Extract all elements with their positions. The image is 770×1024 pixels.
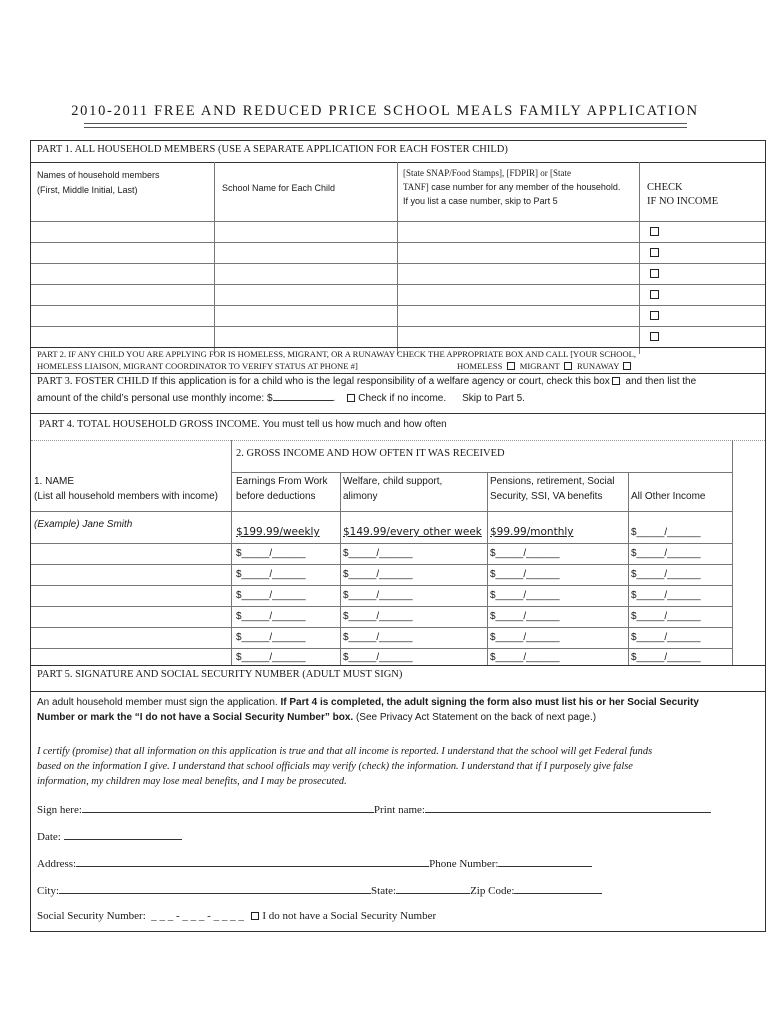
col-case-l2a: TANF] xyxy=(403,182,429,192)
ssn-line xyxy=(37,909,436,923)
state-field[interactable] xyxy=(396,882,470,894)
part5-para-line2 xyxy=(37,710,596,725)
income-cell[interactable]: $_____/______ xyxy=(631,652,701,663)
divider xyxy=(31,564,732,565)
divider xyxy=(31,691,765,692)
divider xyxy=(31,627,732,628)
part2-line1: PART 2. IF ANY CHILD YOU ARE APPLYING FOR IS HOMELESS, MIGRANT, OR A RUNAWAY CHECK THE APPROPRIATE BOX AND CALL [YOUR SCHOOL, xyxy=(37,349,637,359)
signature-field[interactable] xyxy=(82,801,374,813)
income-cell[interactable]: $_____/______ xyxy=(490,569,560,580)
date-line xyxy=(37,828,182,844)
state-label: State: xyxy=(371,885,397,897)
no-income-checkbox[interactable] xyxy=(650,311,659,320)
col-names-l2: (First, Middle Initial, Last) xyxy=(37,185,138,195)
example-earn: $199.99/weekly xyxy=(236,526,320,538)
no-income-checkbox[interactable] xyxy=(650,248,659,257)
part3-text1: If this application is for a child who is the legal responsibility of a welfare agency or court, check this box xyxy=(148,376,610,387)
divider xyxy=(31,347,765,348)
phone-label: Phone Number: xyxy=(429,858,499,870)
income-cell[interactable]: $_____/______ xyxy=(631,632,701,643)
part5-p1c: Number or mark the “I do not have a Social Security Number” box. xyxy=(37,712,354,723)
example-name: (Example) Jane Smith xyxy=(34,519,133,530)
no-ssn-label: I do not have a Social Security Number xyxy=(262,910,437,922)
part4-label: PART 4. TOTAL HOUSEHOLD GROSS INCOME. xyxy=(39,419,260,430)
divider xyxy=(231,440,232,666)
col-case-l2 xyxy=(403,182,620,193)
no-income-checkbox[interactable] xyxy=(650,332,659,341)
divider xyxy=(628,472,629,666)
col-case-l3: If you list a case number, skip to Part 5 xyxy=(403,196,558,206)
col-school: School Name for Each Child xyxy=(222,183,336,193)
income-cell[interactable]: $_____/______ xyxy=(343,632,413,643)
ssn-label: Social Security Number: xyxy=(37,910,146,922)
part1-heading: PART 1. ALL HOUSEHOLD MEMBERS (USE A SEPARATE APPLICATION FOR EACH FOSTER CHILD) xyxy=(37,144,508,155)
address-line xyxy=(37,855,592,871)
example-pension: $99.99/monthly xyxy=(490,526,574,538)
zip-label: Zip Code: xyxy=(470,885,515,897)
income-cell[interactable]: $_____/______ xyxy=(490,548,560,559)
col-names-l1: Names of household members xyxy=(37,170,160,180)
sign-line xyxy=(37,801,711,817)
homeless-checkbox[interactable] xyxy=(507,362,515,370)
pension-col-l1: Pensions, retirement, Social xyxy=(490,476,615,487)
migrant-checkbox[interactable] xyxy=(564,362,572,370)
address-label: Address: xyxy=(37,858,77,870)
application-form xyxy=(30,140,766,932)
opt-migrant-label: MIGRANT xyxy=(519,361,560,371)
divider xyxy=(31,511,732,512)
city-label: City: xyxy=(37,885,60,897)
income-cell[interactable]: $_____/______ xyxy=(343,611,413,622)
divider xyxy=(31,221,765,222)
income-cell[interactable]: $_____/______ xyxy=(343,590,413,601)
part5-p1d: (See Privacy Act Statement on the back of next page.) xyxy=(353,712,597,723)
part3-line2 xyxy=(37,389,525,406)
part3-text1b: and then list the xyxy=(622,376,697,387)
divider xyxy=(31,305,765,306)
part5-para-line1 xyxy=(37,695,699,710)
city-field[interactable] xyxy=(59,882,371,894)
income-cell[interactable]: $_____/______ xyxy=(236,652,306,663)
no-income-checkbox[interactable] xyxy=(650,290,659,299)
phone-field[interactable] xyxy=(498,855,592,867)
divider xyxy=(31,648,732,649)
runaway-checkbox[interactable] xyxy=(623,362,631,370)
print-name-field[interactable] xyxy=(425,801,711,813)
earn-col-l1: Earnings From Work xyxy=(236,476,328,487)
gross-income-heading: 2. GROSS INCOME AND HOW OFTEN IT WAS RECEIVED xyxy=(236,448,505,459)
part3-label: PART 3. FOSTER CHILD xyxy=(37,376,149,387)
divider xyxy=(732,440,733,666)
income-cell[interactable]: $_____/______ xyxy=(236,569,306,580)
col-check-l1: CHECK xyxy=(647,182,683,193)
foster-no-income-checkbox[interactable] xyxy=(347,394,355,402)
col-check-l2: IF NO INCOME xyxy=(647,196,719,207)
no-income-checkbox[interactable] xyxy=(650,227,659,236)
certify-line2: based on the information I give. I understand that school officials may verify (check) the information. I understand that if I purposely give false xyxy=(37,761,633,772)
title-underline xyxy=(84,123,687,128)
part4-heading xyxy=(39,417,447,432)
divider xyxy=(31,606,732,607)
part3-text2b: . xyxy=(332,393,336,404)
example-welfare: $149.99/every other week xyxy=(343,526,482,538)
part2-options xyxy=(457,361,634,372)
welfare-col-l1: Welfare, child support, xyxy=(343,476,443,487)
name-col-l1: 1. NAME xyxy=(34,476,75,487)
col-case-l2b: case number for any member of the household. xyxy=(428,182,621,192)
income-cell[interactable]: $_____/______ xyxy=(490,632,560,643)
date-field[interactable] xyxy=(64,828,182,840)
part5-heading: PART 5. SIGNATURE AND SOCIAL SECURITY NUMBER (ADULT MUST SIGN) xyxy=(37,669,403,680)
divider xyxy=(31,326,765,327)
income-cell[interactable]: $_____/______ xyxy=(236,548,306,559)
opt-homeless-label: HOMELESS xyxy=(457,361,503,371)
welfare-col-l2: alimony xyxy=(343,491,378,502)
city-line xyxy=(37,882,602,898)
page-title: 2010-2011 FREE AND REDUCED PRICE SCHOOL MEALS FAMILY APPLICATION xyxy=(71,103,699,119)
income-cell[interactable]: $_____/______ xyxy=(490,611,560,622)
income-cell[interactable]: $_____/______ xyxy=(236,590,306,601)
part2-line2: HOMELESS LIAISON, MIGRANT COORDINATOR TO VERIFY STATUS AT PHONE #] xyxy=(37,361,358,371)
divider xyxy=(340,472,341,666)
part3-text2c: Check if no income. xyxy=(358,393,447,404)
example-other: $_____/______ xyxy=(631,527,701,538)
divider xyxy=(31,585,732,586)
earn-col-l2: before deductions xyxy=(236,491,316,502)
date-label: Date: xyxy=(37,831,61,843)
other-col: All Other Income xyxy=(631,491,706,502)
income-cell[interactable]: $_____/______ xyxy=(236,611,306,622)
certify-line3: information, my children may lose meal benefits, and I may be prosecuted. xyxy=(37,776,347,787)
divider xyxy=(31,413,765,414)
divider xyxy=(31,242,765,243)
print-name-label: Print name: xyxy=(373,804,425,816)
name-col-l2: (List all household members with income) xyxy=(34,491,218,502)
divider xyxy=(31,263,765,264)
divider xyxy=(31,162,765,163)
no-ssn-checkbox[interactable] xyxy=(251,912,259,920)
part3-line1 xyxy=(37,374,696,389)
divider xyxy=(31,440,765,441)
part3-text2a: amount of the child’s personal use monthly income: $ xyxy=(37,393,273,404)
sign-here-label: Sign here: xyxy=(37,804,82,816)
divider xyxy=(31,665,765,666)
divider xyxy=(31,543,732,544)
part5-p1a: An adult household member must sign the application. xyxy=(37,697,281,708)
part4-text: You must tell us how much and how often xyxy=(259,419,447,430)
income-cell[interactable]: $_____/______ xyxy=(631,569,701,580)
address-field[interactable] xyxy=(76,855,429,867)
income-cell[interactable]: $_____/______ xyxy=(631,590,701,601)
part3-text2d: Skip to Part 5. xyxy=(462,393,525,404)
part5-p1b: If Part 4 is completed, the adult signing the form also must list his or her Social Security xyxy=(280,697,699,708)
zip-field[interactable] xyxy=(514,882,602,894)
divider xyxy=(31,284,765,285)
divider xyxy=(231,472,732,473)
income-cell[interactable]: $_____/______ xyxy=(631,611,701,622)
income-cell[interactable]: $_____/______ xyxy=(343,548,413,559)
foster-income-field[interactable] xyxy=(273,389,333,401)
income-cell[interactable]: $_____/______ xyxy=(343,569,413,580)
pension-col-l2: Security, SSI, VA benefits xyxy=(490,491,603,502)
divider xyxy=(487,472,488,666)
no-income-checkbox[interactable] xyxy=(650,269,659,278)
foster-checkbox[interactable] xyxy=(612,377,620,385)
income-cell[interactable]: $_____/______ xyxy=(236,632,306,643)
ssn-field[interactable]: _ _ _ - _ _ _ - _ _ _ _ xyxy=(151,910,244,922)
income-cell[interactable]: $_____/______ xyxy=(631,548,701,559)
income-cell[interactable]: $_____/______ xyxy=(490,652,560,663)
opt-runaway-label: RUNAWAY xyxy=(576,361,620,371)
income-cell[interactable]: $_____/______ xyxy=(490,590,560,601)
certify-line1: I certify (promise) that all information on this application is true and that all income is reported. I understand that the school will get Federal funds xyxy=(37,746,653,757)
col-case-l1: [State SNAP/Food Stamps], [FDPIR] or [State xyxy=(403,168,572,178)
income-cell[interactable]: $_____/______ xyxy=(343,652,413,663)
